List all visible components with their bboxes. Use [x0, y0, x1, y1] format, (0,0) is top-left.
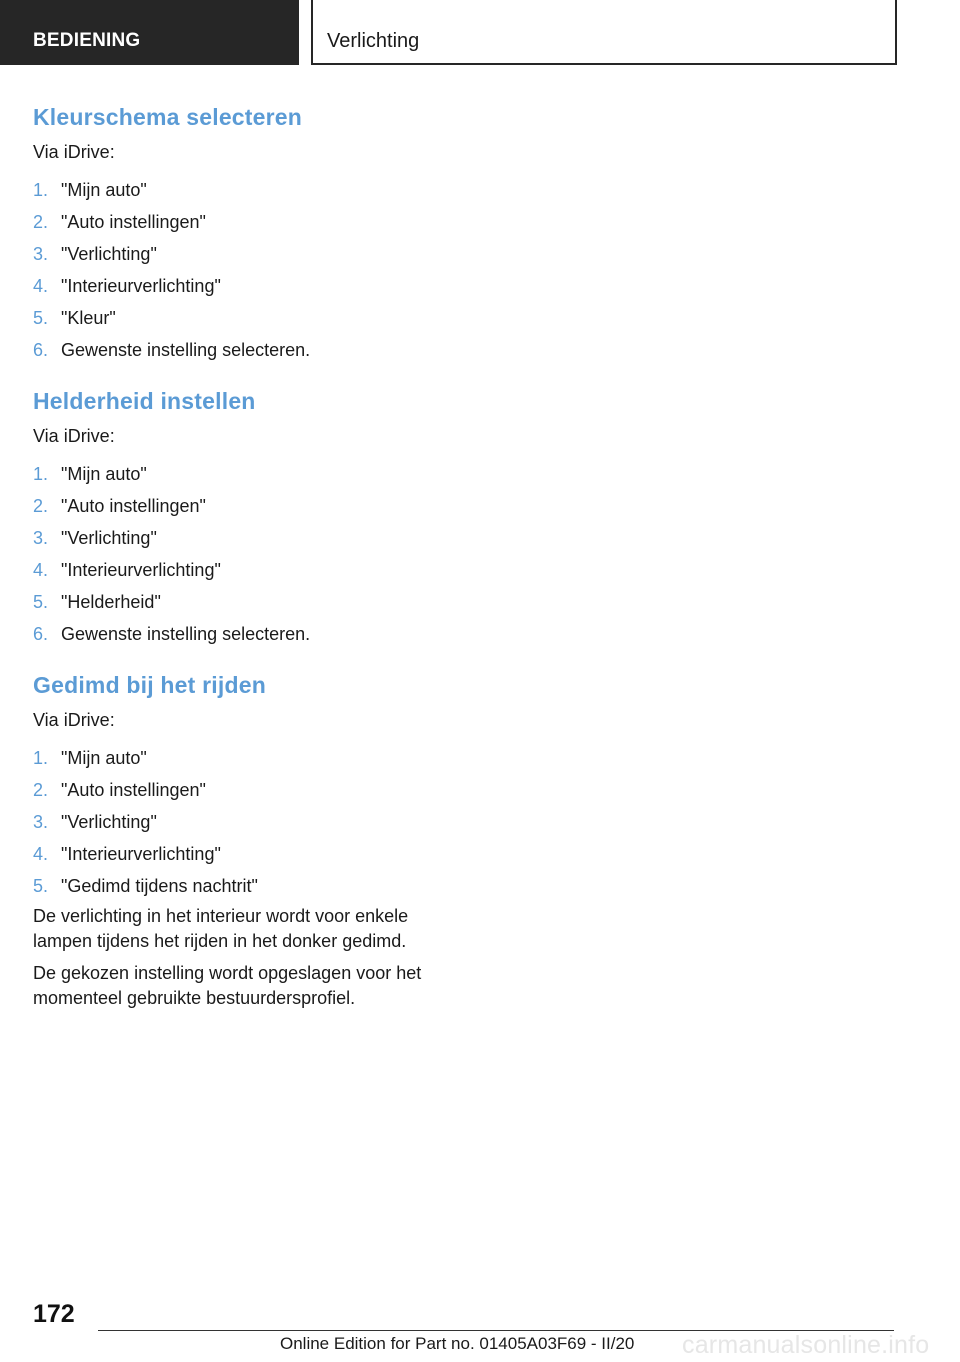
- step-number: 5.: [33, 308, 49, 328]
- step-text: "Gedimd tijdens nachtrit": [61, 876, 258, 896]
- step-number: 4.: [33, 560, 49, 580]
- step-text: "Kleur": [61, 308, 116, 328]
- step-text: "Verlichting": [61, 528, 157, 548]
- body-paragraph: De verlichting in het interieur wordt voor enkele lampen tijdens het rijden in het donker gedimd.: [33, 906, 409, 951]
- step-number: 3.: [33, 528, 49, 548]
- watermark: carmanualsonline.info: [682, 1331, 930, 1359]
- via-idrive-label: Via iDrive:: [33, 142, 115, 162]
- step-number: 1.: [33, 748, 49, 768]
- step-number: 3.: [33, 244, 49, 264]
- step-number: 1.: [33, 180, 49, 200]
- step-text: "Interieurverlichting": [61, 844, 221, 864]
- chapter-header: [311, 0, 897, 65]
- step-number: 2.: [33, 496, 49, 516]
- step-text: "Auto instellingen": [61, 212, 206, 232]
- step-number: 5.: [33, 876, 49, 896]
- step-text: "Auto instellingen": [61, 496, 206, 516]
- step-number: 1.: [33, 464, 49, 484]
- section-title: Gedimd bij het rijden: [33, 672, 266, 698]
- step-number: 4.: [33, 276, 49, 296]
- section-tab: [0, 0, 299, 65]
- footer-edition-text: Online Edition for Part no. 01405A03F69 - II/20: [280, 1334, 635, 1353]
- step-text: "Interieurverlichting": [61, 276, 221, 296]
- step-text: "Verlichting": [61, 244, 157, 264]
- page-number: 172: [33, 1300, 75, 1328]
- step-text: Gewenste instelling selecteren.: [61, 340, 311, 360]
- section-title: Helderheid instellen: [33, 388, 256, 414]
- step-number: 3.: [33, 812, 49, 832]
- step-text: Gewenste instelling selecteren.: [61, 624, 311, 644]
- chapter-title: Verlichting: [327, 30, 420, 52]
- section-label: BEDIENING: [33, 30, 141, 51]
- step-number: 6.: [33, 624, 49, 644]
- step-text: "Interieurverlichting": [61, 560, 221, 580]
- step-text: "Mijn auto": [61, 748, 147, 768]
- section-title: Kleurschema selecteren: [33, 104, 303, 130]
- step-number: 2.: [33, 212, 49, 232]
- step-text: "Verlichting": [61, 812, 157, 832]
- step-text: "Mijn auto": [61, 180, 147, 200]
- step-number: 5.: [33, 592, 49, 612]
- step-number: 6.: [33, 340, 49, 360]
- step-text: "Helderheid": [61, 592, 161, 612]
- step-number: 2.: [33, 780, 49, 800]
- via-idrive-label: Via iDrive:: [33, 426, 115, 446]
- step-text: "Auto instellingen": [61, 780, 206, 800]
- step-number: 4.: [33, 844, 49, 864]
- body-paragraph: De gekozen instelling wordt opgeslagen voor het momenteel gebruikte bestuurdersprofiel.: [33, 963, 422, 1008]
- via-idrive-label: Via iDrive:: [33, 710, 115, 730]
- step-text: "Mijn auto": [61, 464, 147, 484]
